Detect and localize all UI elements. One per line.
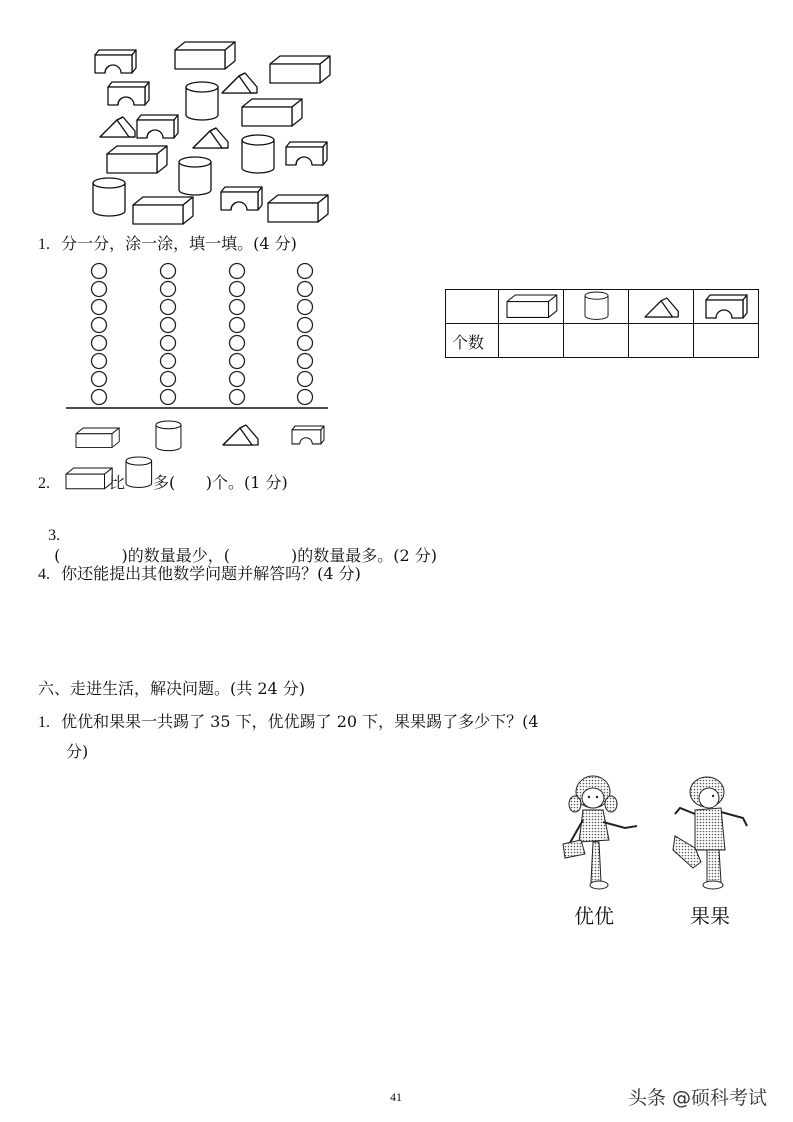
question-number: 1.: [38, 236, 50, 253]
question-text: ( )的数量最少，( )的数量最多。(2 分): [54, 546, 437, 565]
circle-column-cuboid[interactable]: [92, 264, 107, 405]
question-number: 3.: [48, 527, 61, 544]
arch-icon: [292, 426, 324, 444]
row-label-cell: [446, 324, 499, 358]
cuboid-icon: [499, 290, 563, 323]
circle-column-arch[interactable]: [298, 264, 313, 405]
compare-word: 比: [109, 473, 126, 492]
cylinder-icon: [564, 290, 628, 323]
question-text: 优优和果果一共踢了 35 下，优优踢了 20 下，果果踢了多少下？(4: [61, 712, 539, 731]
question-4: [38, 564, 361, 585]
row-label: 个数: [452, 333, 485, 352]
count-table: [445, 289, 759, 358]
circle-columns: [0, 0, 793, 460]
circle-column-triangle[interactable]: [230, 264, 245, 405]
watermark: 头条 @硕科考试: [628, 1087, 768, 1109]
count-cell-cylinder[interactable]: [564, 324, 629, 358]
question-2-rest: 多( )个。(1 分): [153, 473, 288, 492]
section-6-title: 六、走进生活，解决问题。(共 24 分): [38, 679, 306, 698]
question-number: 1.: [38, 714, 50, 731]
question-3: [38, 505, 437, 566]
header-cell-triangle: [629, 290, 694, 324]
arch-icon: [694, 290, 758, 323]
kids-illustration: [555, 770, 755, 900]
header-cell-cylinder: [564, 290, 629, 324]
character-name-guoguo: 果果: [690, 904, 730, 928]
question-text: 分一分，涂一涂，填一填。(4 分): [61, 234, 297, 253]
question-number: 4.: [38, 566, 50, 583]
cylinder-icon: [156, 421, 181, 451]
circle-column-cylinder[interactable]: [161, 264, 176, 405]
question-text: 你还能提出其他数学问题并解答吗？(4 分): [61, 564, 361, 583]
section-6-question-1-cont: 分): [66, 742, 89, 761]
header-cell-cuboid: [499, 290, 564, 324]
triangle-prism-icon: [223, 425, 258, 445]
page-number: 41: [390, 1090, 402, 1104]
boy-figure: [673, 777, 747, 889]
girl-figure: [563, 776, 637, 889]
table-count-row: [446, 324, 759, 358]
count-cell-cuboid[interactable]: [499, 324, 564, 358]
character-name-youyou: 优优: [574, 904, 614, 928]
section-6-question-1: [38, 712, 539, 733]
count-cell-arch[interactable]: [694, 324, 759, 358]
table-corner-cell: [446, 290, 499, 324]
count-cell-triangle[interactable]: [629, 324, 694, 358]
question-number: 2.: [38, 475, 50, 492]
question-2: [38, 473, 50, 494]
cuboid-icon: [76, 428, 119, 447]
header-cell-arch: [694, 290, 759, 324]
table-header-row: [446, 290, 759, 324]
cylinder-icon: [126, 457, 152, 490]
triangle-prism-icon: [629, 290, 693, 323]
